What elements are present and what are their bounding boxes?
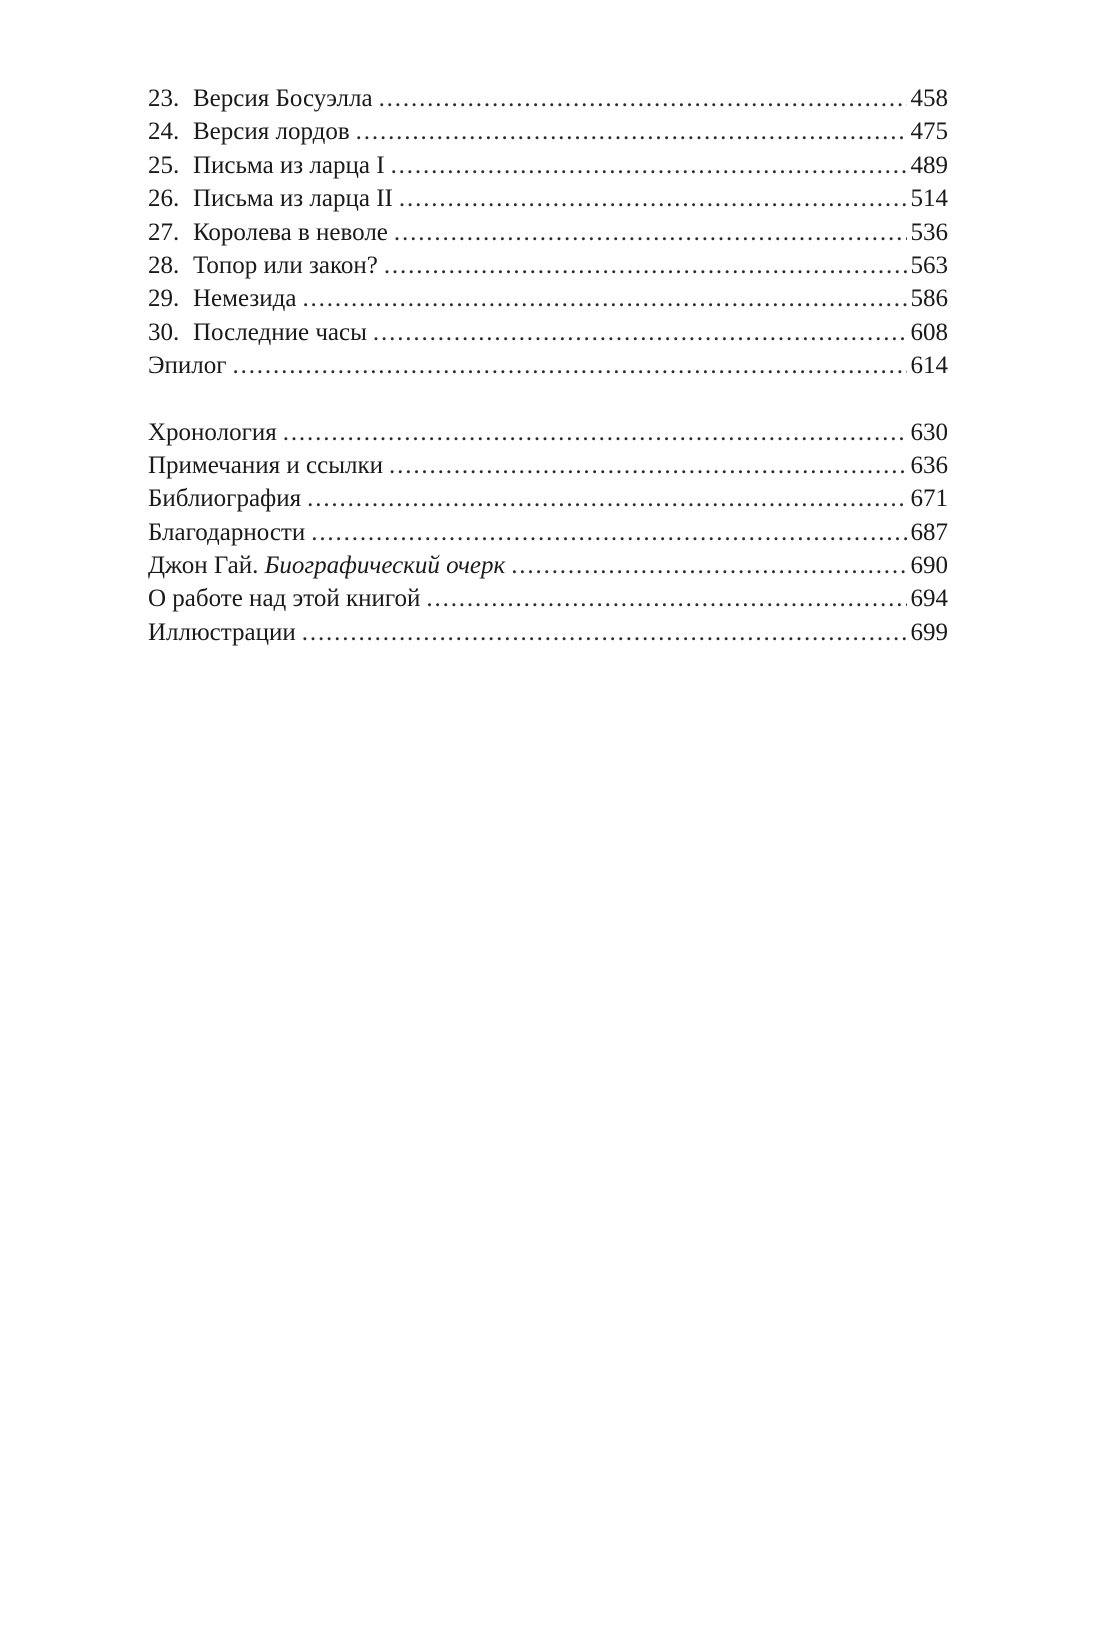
- dot-leader: [426, 582, 906, 615]
- toc-entry-page: 563: [910, 251, 948, 279]
- toc-entry-title: Королева в неволе: [193, 218, 388, 246]
- dot-leader: [399, 182, 907, 215]
- toc-entry-number: 25.: [148, 151, 180, 179]
- dot-leader: [379, 82, 907, 115]
- toc-entry-title: Версия лордов: [193, 118, 350, 146]
- toc-back-matter-section: [148, 416, 948, 650]
- toc-entry-title: [148, 516, 305, 549]
- toc-entry-number: 28.: [148, 251, 180, 279]
- toc-entry-page: 475: [910, 118, 948, 146]
- toc-entry[interactable]: [148, 416, 948, 449]
- toc-entry-page: 630: [910, 418, 948, 446]
- toc-entry-title-italic: Биографический очерк: [264, 552, 506, 580]
- toc-entry-title: Немезида: [193, 285, 297, 313]
- toc-entry-page: 608: [910, 318, 948, 346]
- toc-entry[interactable]: [148, 216, 948, 249]
- toc-entry[interactable]: [148, 249, 948, 282]
- toc-entry[interactable]: [148, 449, 948, 482]
- toc-entry-number: 26.: [148, 185, 180, 213]
- toc-entry-title: Письма из ларца I: [193, 151, 385, 179]
- toc-entry-title-text: Иллюстрации: [148, 618, 296, 646]
- dot-leader: [283, 416, 907, 449]
- dot-leader: [511, 549, 906, 582]
- dot-leader: [307, 482, 906, 515]
- toc-entry-number: 29.: [148, 285, 180, 313]
- toc-entry-number: 27.: [148, 218, 180, 246]
- toc-entry-page: 614: [910, 352, 948, 380]
- toc-entry-page: 489: [910, 151, 948, 179]
- dot-leader: [391, 149, 907, 182]
- toc-entry-title-text: Джон Гай.: [148, 552, 265, 580]
- toc-entry[interactable]: [148, 282, 948, 315]
- toc-entry-title: [148, 449, 383, 482]
- toc-entry-title: [148, 416, 277, 449]
- toc-entry-title: [148, 549, 505, 582]
- toc-entry-number: 23.: [148, 85, 180, 112]
- table-of-contents: [148, 82, 948, 649]
- toc-entry-page: 586: [910, 285, 948, 313]
- toc-entry-title: [148, 482, 301, 515]
- toc-entry-page: 687: [910, 518, 948, 546]
- dot-leader: [302, 616, 907, 649]
- toc-entry-title: Письма из ларца II: [193, 185, 393, 213]
- toc-entry-page: 699: [910, 618, 948, 646]
- toc-entry-title-text: Хронология: [148, 418, 277, 446]
- toc-entry-title: Топор или закон?: [193, 251, 378, 279]
- toc-entry-title: Эпилог: [148, 352, 227, 380]
- toc-entry-page: 694: [910, 585, 948, 613]
- toc-entry[interactable]: [148, 182, 948, 215]
- toc-entry-title-text: Благодарности: [148, 518, 306, 546]
- toc-entry[interactable]: [148, 82, 948, 115]
- toc-entry-title: Версия Босуэлла: [193, 85, 373, 112]
- dot-leader: [389, 449, 906, 482]
- toc-entry-page: 458: [910, 85, 948, 112]
- dot-leader: [233, 349, 907, 382]
- toc-entry[interactable]: [148, 316, 948, 349]
- toc-chapters-section: [148, 82, 948, 383]
- dot-leader: [373, 316, 907, 349]
- dot-leader: [302, 282, 906, 315]
- dot-leader: [356, 115, 907, 148]
- toc-entry[interactable]: [148, 616, 948, 649]
- toc-entry-number: 30.: [148, 318, 180, 346]
- toc-entry[interactable]: [148, 516, 948, 549]
- toc-entry-page: 671: [910, 485, 948, 513]
- toc-entry-title-text: Примечания и ссылки: [148, 451, 384, 479]
- toc-entry[interactable]: [148, 582, 948, 615]
- toc-entry-page: 636: [910, 451, 948, 479]
- toc-entry-title-text: Библиография: [148, 485, 302, 513]
- toc-entry[interactable]: [148, 115, 948, 148]
- toc-entry-title: [148, 616, 296, 649]
- toc-entry-page: 514: [910, 185, 948, 213]
- toc-entry-title: Последние часы: [193, 318, 367, 346]
- toc-entry-title: [148, 582, 420, 615]
- dot-leader: [384, 249, 907, 282]
- dot-leader: [394, 216, 907, 249]
- toc-entry-page: 536: [910, 218, 948, 246]
- toc-entry-title-text: О работе над этой книгой: [148, 585, 421, 613]
- toc-entry-number: 24.: [148, 118, 180, 146]
- dot-leader: [311, 516, 906, 549]
- toc-entry[interactable]: [148, 149, 948, 182]
- toc-entry[interactable]: [148, 482, 948, 515]
- toc-entry[interactable]: [148, 549, 948, 582]
- toc-entry-page: 690: [910, 552, 948, 580]
- toc-entry-epilogue[interactable]: [148, 349, 948, 382]
